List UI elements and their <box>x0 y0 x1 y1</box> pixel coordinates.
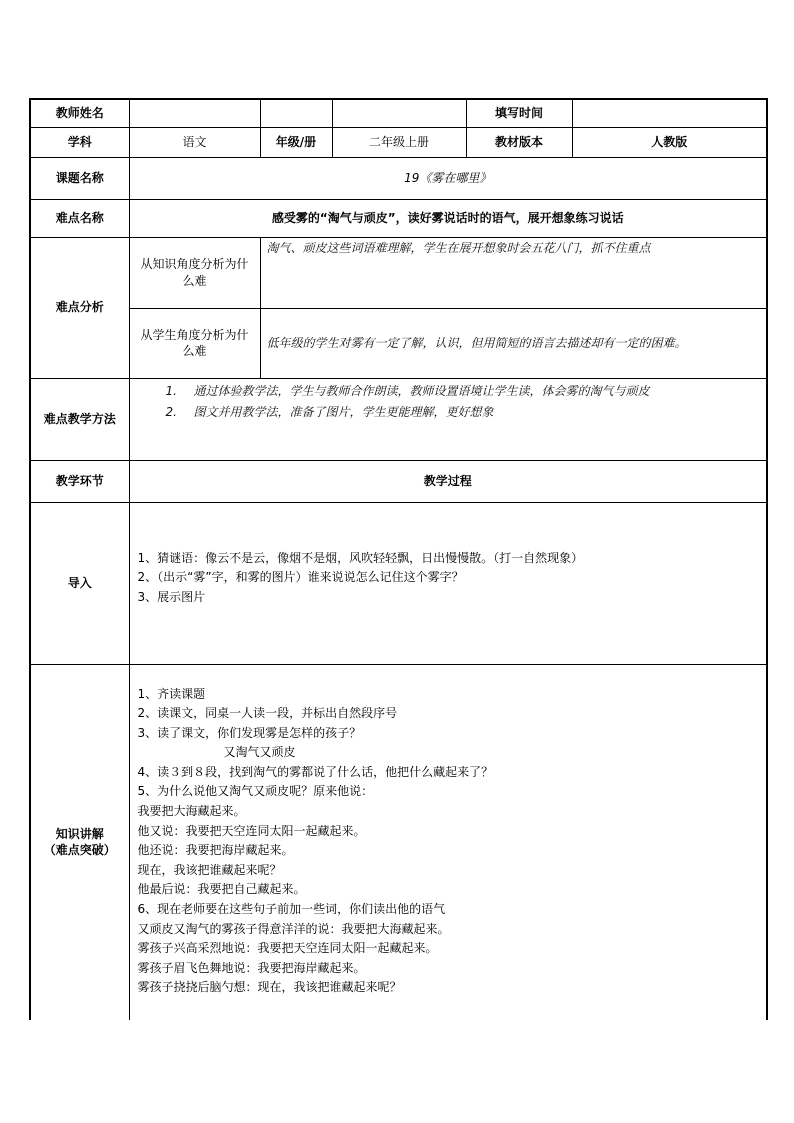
knowledge-line: 雾孩子眉飞色舞地说：我要把海岸藏起来。 <box>137 960 366 975</box>
knowledge-explain-label <box>30 664 129 1020</box>
intro-line: 2、（出示“雾”字，和雾的图片）谁来说说怎么记住这个雾字？ <box>137 570 464 585</box>
row-info <box>30 127 767 157</box>
intro-label: 导入 <box>30 502 129 664</box>
knowledge-line: 现在，我该把谁藏起来呢？ <box>137 862 282 877</box>
method-number: 1. <box>165 383 177 398</box>
intro-line: 1、猜谜语：像云不是云，像烟不是烟，风吹轻轻飘，日出慢慢散。（打一自然现象） <box>137 550 584 565</box>
difficulty-name-value: 感受雾的“淘气与顽皮”，读好雾说话时的语气，展开想象练习说话 <box>129 199 767 237</box>
row-lesson <box>30 157 767 199</box>
knowledge-line: 他最后说：我要把自己藏起来。 <box>137 882 306 897</box>
method-text: 图文并用教学法，准备了图片，学生更能理解，更好想象 <box>193 404 494 419</box>
knowledge-explain-subtitle: （难点突破） <box>43 843 116 858</box>
method-item <box>166 402 767 423</box>
lesson-title-value: 19《雾在哪里》 <box>129 157 767 199</box>
knowledge-line: 雾孩子兴高采烈地说：我要把天空连同太阳一起藏起来。 <box>137 941 438 956</box>
row-intro <box>30 502 767 664</box>
edition-value: 人教版 <box>572 127 767 157</box>
row-analysis-knowledge <box>30 237 767 308</box>
edition-label: 教材版本 <box>466 127 572 157</box>
method-item <box>166 381 767 402</box>
knowledge-line: 雾孩子挠挠后脑勺想：现在，我该把谁藏起来呢？ <box>137 980 402 995</box>
knowledge-line: 1、齐读课题 <box>137 686 206 701</box>
teacher-name-value <box>129 99 260 127</box>
method-text: 通过体验教学法，学生与教师合作朗读，教师设置语境让学生读，体会雾的淘气与顽皮 <box>193 383 650 398</box>
row-methods <box>30 378 767 460</box>
lesson-title-label: 课题名称 <box>30 157 129 199</box>
fill-time-value <box>572 99 767 127</box>
knowledge-line: 3、读了课文，你们发现雾是怎样的孩子？ <box>137 725 362 740</box>
knowledge-line: 6、现在老师要在这些句子前加一些词，你们读出他的语气 <box>137 902 446 917</box>
knowledge-line: 5、为什么说他又淘气又顽皮呢？原来他说： <box>137 784 374 799</box>
knowledge-line: 我要把大海藏起来。 <box>137 804 246 819</box>
row-process-header <box>30 460 767 502</box>
teaching-method-label: 难点教学方法 <box>30 378 129 460</box>
difficulty-analysis-label: 难点分析 <box>30 237 129 378</box>
student-angle-label: 从学生角度分析为什么难 <box>129 308 260 378</box>
intro-line: 3、展示图片 <box>137 589 206 604</box>
blank-cell-1 <box>260 99 332 127</box>
difficulty-name-label: 难点名称 <box>30 199 129 237</box>
subject-label: 学科 <box>30 127 129 157</box>
knowledge-line: 4、读３到８段，找到淘气的雾都说了什么话，他把什么藏起来了？ <box>137 764 494 779</box>
knowledge-line: 2、读课文，同桌一人读一段，并标出自然段序号 <box>137 706 398 721</box>
knowledge-content <box>129 664 767 1020</box>
row-knowledge <box>30 664 767 1020</box>
lesson-plan-table <box>29 98 768 1020</box>
blank-cell-2 <box>332 99 466 127</box>
knowledge-angle-text: 淘气、顽皮这些词语难理解，学生在展开想象时会五花八门，抓不住重点 <box>260 237 767 308</box>
knowledge-line: 又顽皮又淘气的雾孩子得意洋洋的说：我要把大海藏起来。 <box>137 921 450 936</box>
intro-content <box>129 502 767 664</box>
fill-time-label: 填写时间 <box>466 99 572 127</box>
grade-value: 二年级上册 <box>332 127 466 157</box>
knowledge-line: 他又说：我要把天空连同太阳一起藏起来。 <box>137 823 366 838</box>
subject-value: 语文 <box>129 127 260 157</box>
row-difficulty <box>30 199 767 237</box>
row-analysis-student <box>30 308 767 378</box>
teacher-name-label: 教师姓名 <box>30 99 129 127</box>
student-angle-text: 低年级的学生对雾有一定了解，认识，但用简短的语言去描述却有一定的困难。 <box>260 308 767 378</box>
knowledge-explain-title: 知识讲解 <box>55 827 104 842</box>
method-number: 2. <box>165 404 177 419</box>
knowledge-line: 又淘气又顽皮 <box>223 745 296 760</box>
grade-label: 年级/册 <box>260 127 332 157</box>
knowledge-angle-label: 从知识角度分析为什么难 <box>129 237 260 308</box>
teaching-process-label: 教学过程 <box>129 460 767 502</box>
teaching-stage-label: 教学环节 <box>30 460 129 502</box>
knowledge-line: 他还说：我要把海岸藏起来。 <box>137 843 294 858</box>
row-teacher <box>30 99 767 127</box>
teaching-method-list <box>129 378 767 460</box>
